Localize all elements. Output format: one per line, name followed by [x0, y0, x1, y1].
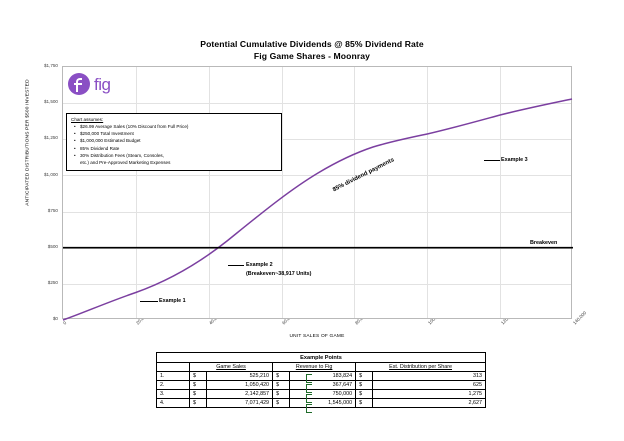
page-title: Potential Cumulative Dividends @ 85% Dividend Rate	[200, 39, 424, 49]
assumptions-title: Chart assumes:	[71, 117, 104, 122]
currency-symbol: $	[190, 390, 207, 399]
y-axis-title: ANTICIPATED DISTRIBUTIONS PER $500 INVESTED	[25, 79, 31, 206]
table-row	[157, 381, 486, 390]
currency-symbol: $	[356, 372, 373, 381]
table-row	[157, 372, 486, 381]
table-header-revenue: Revenue to Fig	[273, 363, 356, 372]
currency-symbol: $	[273, 381, 290, 390]
leader-line-example1	[140, 301, 158, 302]
currency-symbol: $	[273, 372, 290, 381]
row-index: 1.	[157, 372, 190, 381]
table-header-row	[157, 363, 486, 372]
assumption-item: • $1,000,000 Estimated Budget	[77, 137, 277, 144]
row-marker	[306, 384, 312, 393]
x-axis-title: UNIT SALES OF GAME	[289, 334, 345, 339]
cell-dist-per-share: 313	[373, 372, 486, 381]
x-tick-140000: 140,000	[572, 310, 588, 326]
annotation-example-3: Example 3	[501, 157, 528, 163]
currency-symbol: $	[273, 390, 290, 399]
row-index: 2.	[157, 381, 190, 390]
cell-revenue-to-fig: 750,000	[290, 390, 356, 399]
row-index: 3.	[157, 390, 190, 399]
annotation-dividend-label: 85% dividend payments	[332, 157, 396, 194]
chart-page: Potential Cumulative Dividends @ 85% Dividend Rate Fig Game Shares - Moonray ANTICIPATED DISTRIBUTIONS PER $500 INVESTED UNIT SALES OF GAME $1,750 $1,500 $1,250 $1,000 $750 $500 $250 $0 0 140,000 fig Chart assumes: • $26.99 Average Sales (10% Discount from Full Price) • $250,000 Total Investment • $1,000,000 Estimated Budget • 85% Dividend Rate • 30% Distribution Fees (Steam, Consoles, etc.) and Pre-Approved Marketing Expenses 85% dividend payments Breakeven Example 1 Example 2 (Breakeven~38,917 Units) Example 3 Example Points Game Sales Revenue to Fig Est. Distribution per Share 1. $ 525,210 $ 183,824 $ 313 2. $ 1,050,420 $ 367,647 $ 625 3. $ 2,142,857 $ 750,000 $ 1,275 4. $ 7,071,429 $ 1,545,000 $ 2,627	[0, 0, 624, 441]
row-index: 4.	[157, 399, 190, 408]
annotation-breakeven-label: Breakeven	[530, 240, 558, 246]
cell-game-sales: 2,142,857	[207, 390, 273, 399]
example-points-table	[156, 352, 486, 408]
table-header-game-sales: Game Sales	[190, 363, 273, 372]
cell-game-sales: 525,210	[207, 372, 273, 381]
cell-dist-per-share: 625	[373, 381, 486, 390]
plot-area	[62, 66, 572, 319]
currency-symbol: $	[356, 381, 373, 390]
assumption-item: etc.) and Pre-Approved Marketing Expenses	[80, 160, 171, 166]
currency-symbol: $	[190, 372, 207, 381]
chart-title-block	[0, 38, 624, 62]
cell-revenue-to-fig: 183,824	[290, 372, 356, 381]
assumption-item: • 85% Dividend Rate	[77, 145, 277, 152]
currency-symbol: $	[356, 399, 373, 408]
leader-line-example3	[484, 160, 500, 161]
cell-revenue-to-fig: 1,545,000	[290, 399, 356, 408]
cell-game-sales: 1,050,420	[207, 381, 273, 390]
annotation-example-1: Example 1	[159, 298, 186, 304]
row-marker	[306, 374, 312, 383]
assumptions-box	[66, 113, 282, 171]
cell-dist-per-share: 2,627	[373, 399, 486, 408]
leader-line-example2	[228, 265, 244, 266]
assumption-item: • 30% Distribution Fees (Steam, Consoles,	[77, 152, 277, 159]
assumptions-list	[71, 123, 277, 166]
fig-logo	[68, 73, 110, 95]
fig-logo-icon	[68, 73, 90, 95]
currency-symbol: $	[190, 381, 207, 390]
annotation-example-2-detail: (Breakeven~38,917 Units)	[246, 271, 312, 277]
row-marker	[306, 404, 312, 413]
annotation-example-2: Example 2	[246, 262, 273, 268]
currency-symbol: $	[190, 399, 207, 408]
fig-logo-text: fig	[94, 74, 111, 94]
table-header-distribution: Est. Distribution per Share	[356, 363, 486, 372]
currency-symbol: $	[273, 399, 290, 408]
assumption-item: • $250,000 Total Investment	[77, 130, 277, 137]
row-marker	[306, 394, 312, 403]
cell-revenue-to-fig: 367,647	[290, 381, 356, 390]
cell-dist-per-share: 1,275	[373, 390, 486, 399]
table-row	[157, 399, 486, 408]
table-caption: Example Points	[157, 353, 486, 363]
assumption-item: • $26.99 Average Sales (10% Discount from Full Price)	[77, 123, 277, 130]
cell-game-sales: 7,071,429	[207, 399, 273, 408]
currency-symbol: $	[356, 390, 373, 399]
table-row	[157, 390, 486, 399]
page-subtitle: Fig Game Shares - Moonray	[253, 51, 371, 61]
chart-series-svg	[63, 67, 573, 320]
x-tick-0: 0	[62, 320, 68, 326]
table-header-index	[157, 363, 190, 372]
